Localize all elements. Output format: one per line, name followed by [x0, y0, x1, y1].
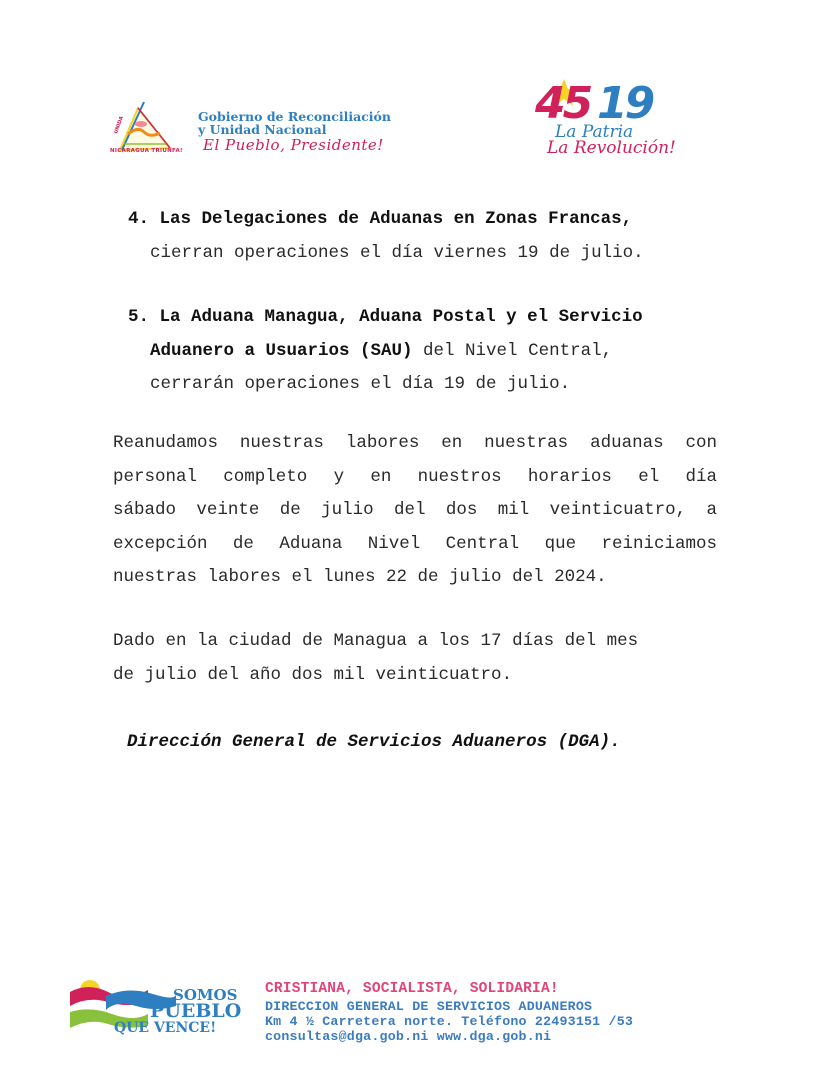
- government-slogan: El Pueblo, Presidente!: [203, 136, 384, 154]
- logo-la-revolucion: La Revolución!: [547, 138, 676, 158]
- government-name-line1: Gobierno de Reconciliación: [198, 109, 391, 124]
- item-4-number: 4.: [128, 209, 150, 229]
- footer-logo-que-vence: QUE VENCE!: [114, 1020, 217, 1036]
- paragraph-line: personal completo y en nuestros horarios el día: [113, 467, 717, 487]
- item-5-number: 5.: [128, 307, 150, 327]
- footer-slogan: CRISTIANA, SOCIALISTA, SOLIDARIA!: [265, 981, 559, 997]
- item-5-title-line2: Aduanero a Usuarios (SAU): [150, 341, 413, 361]
- item-4-title: Las Delegaciones de Aduanas en Zonas Francas,: [159, 209, 633, 229]
- paragraph-line: Reanudamos nuestras labores en nuestras aduanas con: [113, 433, 717, 453]
- item-4-line1: [128, 209, 632, 229]
- arc-text: NICARAGUA TRIUNFA!: [110, 148, 183, 154]
- footer-logo-somos: SOMOS: [173, 986, 238, 1004]
- footer-contact[interactable]: consultas@dga.gob.ni www.dga.gob.ni: [265, 1029, 552, 1044]
- logo-number-19: 19: [597, 78, 653, 129]
- footer-address: Km 4 ½ Carretera norte. Teléfono 22493151 /53: [265, 1014, 634, 1029]
- somos-pueblo-logo: [68, 978, 248, 1040]
- logo-la-patria: La Patria: [555, 122, 634, 142]
- item-5-text-line2: del Nivel Central,: [412, 341, 613, 361]
- paragraph-line: nuestras labores el lunes 22 de julio del 2024.: [113, 567, 607, 587]
- paragraph-line: excepción de Aduana Nivel Central que reiniciamos: [113, 534, 717, 554]
- government-name-line2: y Unidad Nacional: [198, 122, 327, 137]
- 4519-logo: [535, 78, 705, 158]
- item-5-title-line1: La Aduana Managua, Aduana Postal y el Servicio: [159, 307, 643, 327]
- signature: Dirección General de Servicios Aduaneros (DGA).: [127, 732, 621, 752]
- logo-number-45: 45: [535, 78, 591, 129]
- item-4-text: cierran operaciones el día viernes 19 de julio.: [150, 243, 644, 263]
- footer-logo-pueblo: PUEBLO: [150, 1000, 242, 1022]
- footer-organization: DIRECCION GENERAL DE SERVICIOS ADUANEROS: [265, 999, 593, 1014]
- paragraph-line: sábado veinte de julio del dos mil veinticuatro, a: [113, 500, 717, 520]
- item-5-line1: [128, 307, 643, 327]
- paragraph-line: de julio del año dos mil veinticuatro.: [113, 665, 513, 685]
- government-logo: [108, 100, 428, 162]
- item-5-line2: [150, 341, 612, 361]
- item-5-text-line3: cerrarán operaciones el día 19 de julio.: [150, 374, 571, 394]
- government-name: [198, 110, 391, 136]
- side-text: UNIDA: [113, 115, 125, 135]
- paragraph-line: Dado en la ciudad de Managua a los 17 días del mes: [113, 631, 639, 651]
